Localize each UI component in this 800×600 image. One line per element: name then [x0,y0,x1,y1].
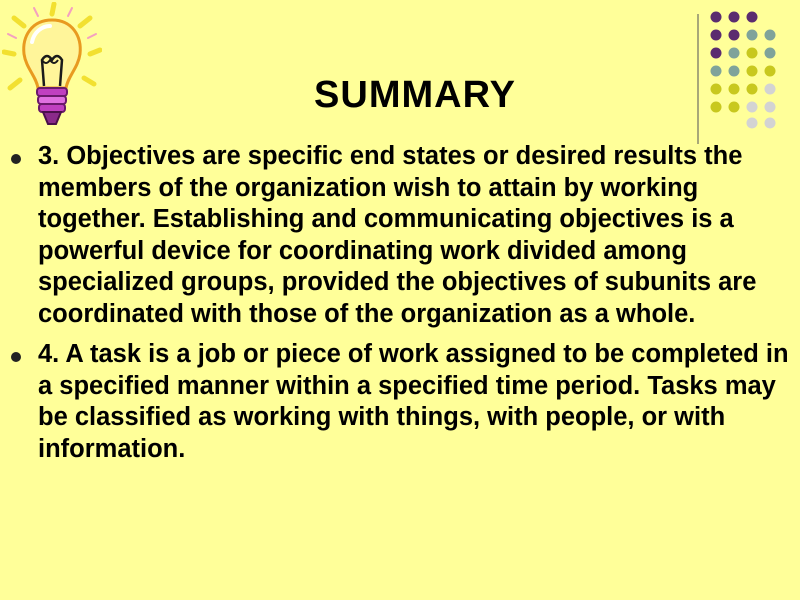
bullet-dot-icon [11,352,21,362]
bullet-item-task [8,339,793,465]
bullet-item-objectives [8,141,793,330]
slide-title: SUMMARY [314,74,516,116]
bullet-list [8,141,793,474]
bullet-text: 3. Objectives are specific end states or desired results the members of the organization wish to attain by working together. Establishing and communicating objectives is a powerful device for coordinating work divided among specialized groups, provided the objectives of subunits are coordinated with those of the organization as a whole. [38,142,757,328]
bullet-dot-icon [11,154,21,164]
bullet-text: 4. A task is a job or piece of work assigned to be completed in a specified manner within a specified time period. Tasks may be classified as working with things, with people, or with information. [38,340,789,463]
